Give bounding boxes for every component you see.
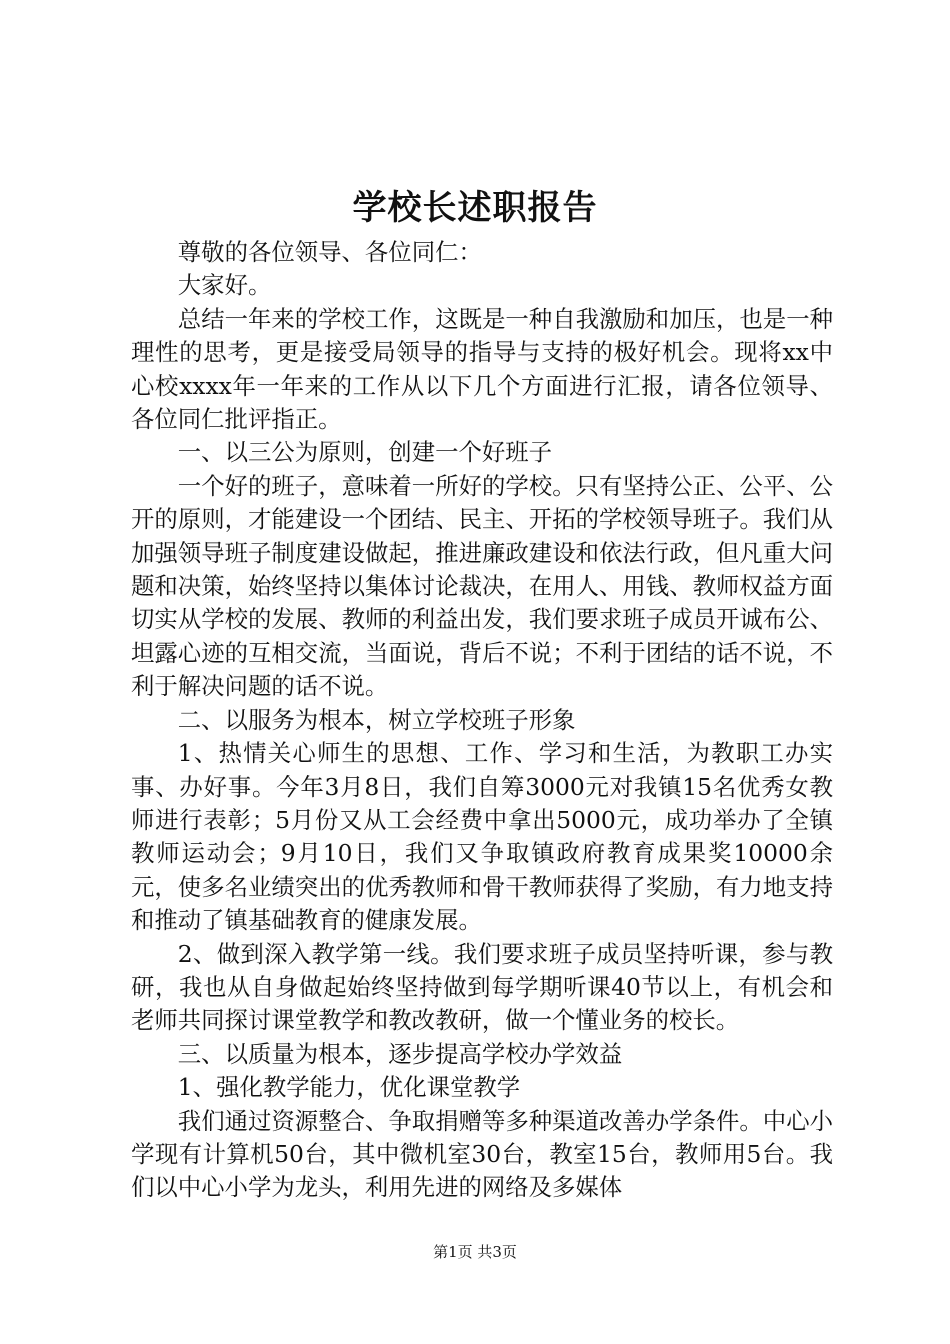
document-body [131, 236, 833, 1205]
greeting: 大家好。 [177, 271, 272, 300]
document-title: 学校长述职报告 [352, 188, 598, 228]
section-1-paragraph: 一个好的班子，意味着一所好的学校。只有坚持公正、公平、公开的原则，才能建设一个团结、民主、开拓的学校领导班子。我们从加强领导班子制度建设做起，推进廉政建设和依法行政，但凡重大问题和决策，始终坚持以集体讨论裁决，在用人、用钱、教师权益方面切实从学校的发展、教师的利益出发，我们要求班子成员开诚布公、坦露心迹的互相交流，当面说，背后不说；不利于团结的话不说，不利于解决问题的话不说。 [131, 471, 833, 701]
section-heading-2: 二、以服务为根本，树立学校班子形象 [177, 705, 576, 734]
intro-paragraph: 总结一年来的学校工作，这既是一种自我激励和加压，也是一种理性的思考，更是接受局领导的指导与支持的极好机会。现将xx中心校xxxx年一年来的工作从以下几个方面进行汇报，请各位领导、各位同仁批评指正。 [131, 304, 833, 434]
section-heading-3: 三、以质量为根本，逐步提高学校办学效益 [177, 1039, 623, 1068]
salutation: 尊敬的各位领导、各位同仁： [177, 238, 482, 266]
section-3-subheading-1: 1、强化教学能力，优化课堂教学 [177, 1073, 521, 1102]
section-2-item-1: 1、热情关心师生的思想、工作、学习和生活，为教职工办实事、办好事。今年3月8日，我们自筹3000元对我镇15名优秀女教师进行表彰；5月份又从工会经费中拿出5000元，成功举办了全镇教师运动会；9月10日，我们又争取镇政府教育成果奖10000余元，使多名业绩突出的优秀教师和骨干教师获得了奖励，有力地支持和推动了镇基础教育的健康发展。 [131, 739, 833, 935]
page-footer: 第1页 共3页 [433, 1243, 517, 1261]
section-3-paragraph: 我们通过资源整合、争取捐赠等多种渠道改善办学条件。中心小学现有计算机50台，其中微机室30台，教室15台，教师用5台。我们以中心小学为龙头，利用先进的网络及多媒体 [131, 1106, 833, 1202]
section-2-item-2: 2、做到深入教学第一线。我们要求班子成员坚持听课，参与教研，我也从自身做起始终坚持做到每学期听课40节以上，有机会和老师共同探讨课堂教学和教改教研，做一个懂业务的校长。 [131, 939, 833, 1035]
section-heading-1: 一、以三公为原则，创建一个好班子 [177, 438, 553, 467]
